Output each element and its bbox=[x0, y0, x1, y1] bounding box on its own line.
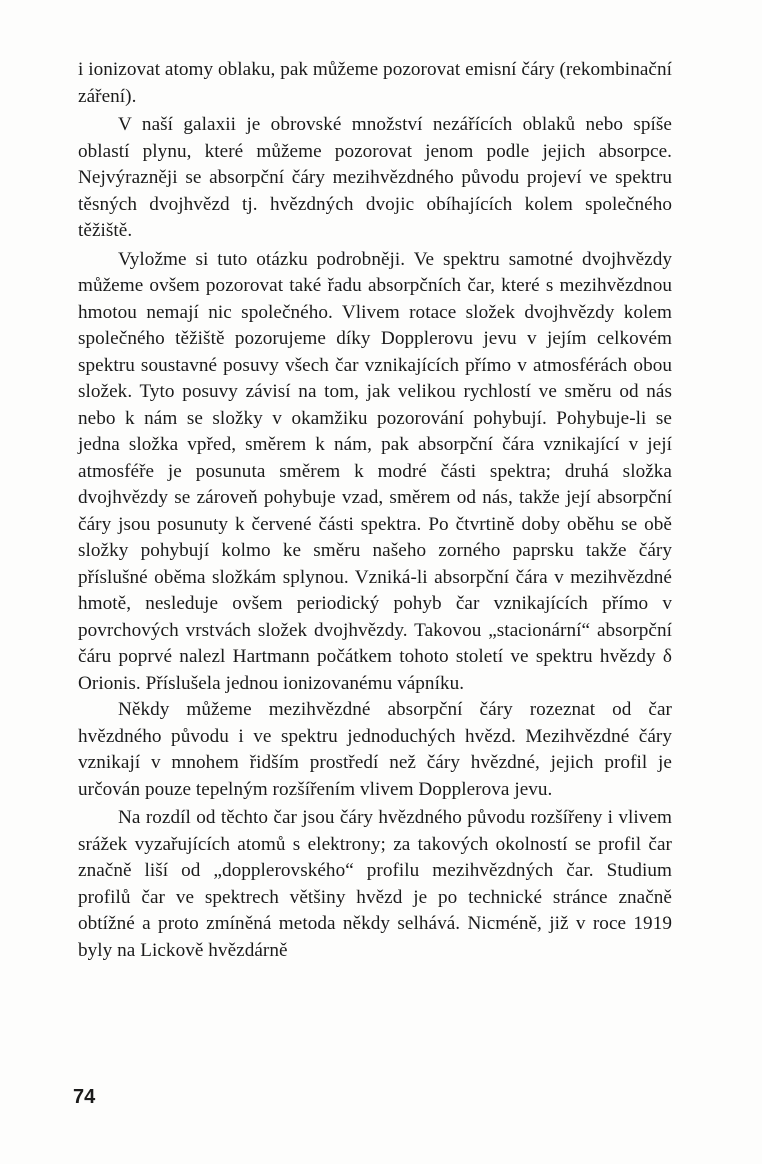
page-number: 74 bbox=[73, 1086, 96, 1108]
paragraph-continuation: i ionizovat atomy oblaku, pak můžeme pozorovat emisní čáry (rekombinační záření). bbox=[78, 59, 672, 107]
paragraph-line-profiles: Na rozdíl od těchto čar jsou čáry hvězdného původu rozšířeny i vlivem srážek vyzařujících atomů s elektrony; za takových okolností se profil čar značně liší od „dopplerovského“ profilu mezihvězdných čar. Studium profilů čar ve spektrech většiny hvězd je po technické stránce značně obtížné a proto zmíněná metoda někdy selhává. Nicméně, již v roce 1919 byly na Lickově hvězdárně bbox=[78, 807, 672, 961]
paragraph-galaxy-clouds: V naší galaxii je obrovské množství nezářících oblaků nebo spíše oblastí plynu, které můžeme pozorovat jenom podle jejich absorpce. Nejvýrazněji se absorpční čáry mezihvězdného původu projeví ve spektru těsných dvojhvězd tj. hvězdných dvojic obíhajících kolem společného těžiště. bbox=[78, 114, 672, 241]
paragraph-single-stars: Někdy můžeme mezihvězdné absorpční čáry rozeznat od čar hvězdného původu i ve spektru jednoduchých hvězd. Mezihvězdné čáry vznikají v mnohem řidším prostředí než čáry hvězdné, jejich profil je určován pouze tepelným rozšířením vlivem Dopplerova jevu. bbox=[78, 699, 672, 800]
body-text bbox=[78, 57, 672, 964]
paragraph-binary-stars: Vyložme si tuto otázku podrobněji. Ve spektru samotné dvojhvězdy můžeme ovšem pozorovat také řadu absorpčních čar, které s mezihvězdnou hmotou nemají nic společného. Vlivem rotace složek dvojhvězdy kolem společného těžiště pozorujeme díky Dopplerovu jevu v jejím celkovém spektru soustavné posuvy všech čar vznikajících přímo v atmosférách obou složek. Tyto posuvy závisí na tom, jak velikou rychlostí ve směru od nás nebo k nám se složky v okamžiku pozorování pohybují. Pohybuje-li se jedna složka vpřed, směrem k nám, pak absorpční čára vznikající v její atmosféře je posunuta směrem k modré části spektra; druhá složka dvojhvězdy se zároveň pohybuje vzad, směrem od nás, takže její absorpční čáry jsou posunuty k červené části spektra. Po čtvrtině doby oběhu se obě složky pohybují kolmo ke směru našeho zorného paprsku takže čáry příslušné oběma složkám splynou. Vzniká-li absorpční čára v mezihvězdné hmotě, nesleduje ovšem periodický pohyb čar vznikajících přímo v povrchových vrstvách složek dvojhvězdy. Takovou „stacionární“ absorpční čáru poprvé nalezl Hartmann počátkem tohoto století ve spektru hvězdy δ Orionis. Příslušela jednou ionizovanému vápníku. bbox=[78, 248, 672, 694]
